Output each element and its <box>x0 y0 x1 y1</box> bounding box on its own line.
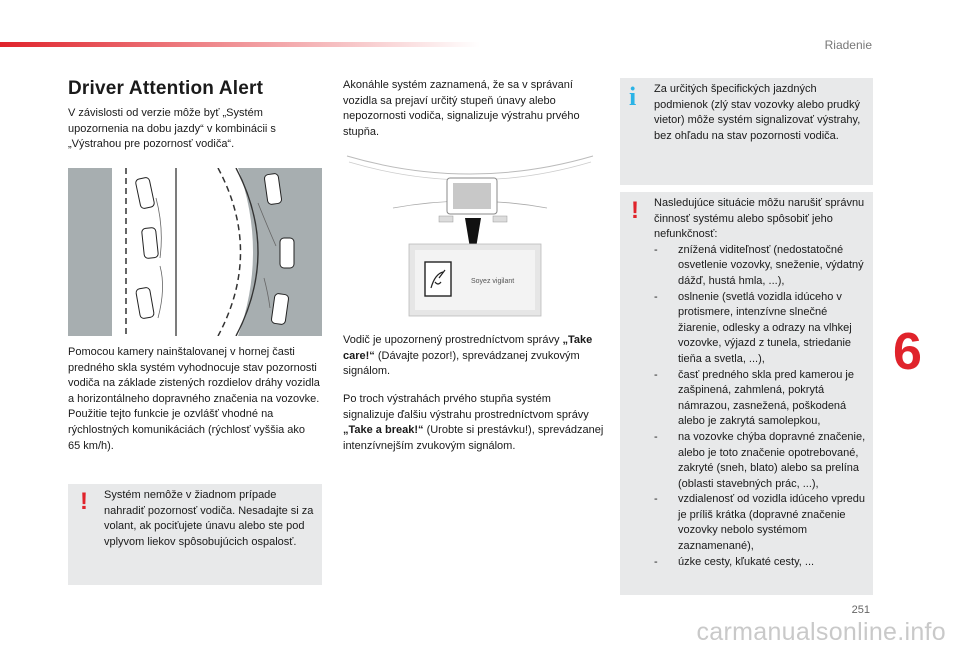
dashboard-alert-illustration <box>343 148 597 324</box>
list-item: - oslnenie (svetlá vozidla idúceho v protismere, intenzívne slnečné žiarenie, odlesky a odrazy na vlhkej vozovke, výjazd z tunela, striedanie tieňa a svetla, ...), <box>654 290 869 368</box>
take-break-prefix: Po troch výstrahách prvého stupňa systém signalizuje ďalšiu výstrahu prostredníctvom správy <box>343 393 589 421</box>
take-care-prefix: Vodič je upozornený prostredníctvom správy <box>343 334 563 346</box>
take-break-message: „Take a break!“ <box>343 424 424 437</box>
take-care-paragraph <box>343 333 605 380</box>
camera-paragraph <box>68 345 320 454</box>
usage-text: Použitie tejto funkcie je ozvlášť vhodné na rýchlostných komunikáciách (rýchlosť vyššia ako 65 km/h). <box>68 408 306 452</box>
list-item: - vzdialenosť od vozidla idúceho vpredu je príliš krátka (dopravné značenie vozovky nebolo systémom zaznamenané), <box>654 492 869 554</box>
list-item: - časť predného skla pred kamerou je zašpinená, zahmlená, pokrytá námrazou, zasnežená, poškodená alebo je zakrytá samolepkou, <box>654 368 869 430</box>
take-care-message: „Take care!“ <box>343 334 593 362</box>
warning-intro: Nasledujúce situácie môžu narušiť správnu činnosť systému alebo spôsobiť jeho nefunkčnosť: <box>654 197 865 241</box>
lane-drift-illustration <box>68 168 322 336</box>
warning-exclamation-icon: ! <box>80 488 88 515</box>
warning-box-right-content <box>654 196 869 570</box>
intro-paragraph: V závislosti od verzie môže byť „Systém upozornenia na dobu jazdy“ v kombinácii s „Výstrahou pre pozornosť vodiča“. <box>68 107 276 151</box>
camera-text: Pomocou kamery nainštalovanej v hornej časti predného skla systém vyhodnocuje stav pozornosti vodiča na základe zistených rozdielov dráhy vozidla a horizontálneho dopravného značenia na vozovke. <box>68 346 320 405</box>
dashboard-message: Soyez vigilant <box>471 278 515 285</box>
list-item: - znížená viditeľnosť (nedostatočné osvetlenie vozovky, sneženie, výdatný dážď, hustá hmla, ...), <box>654 243 869 290</box>
take-break-suffix: (Urobte si prestávku!), sprevádzanej intenzívnejším zvukovým signálom. <box>343 424 604 452</box>
list-item: - na vozovke chýba dopravné značenie, alebo je toto značenie opotrebované, zakryté (sneh, blato) alebo sa prelína (oblasti stavebných prác, ...), <box>654 430 869 492</box>
header-accent-bar <box>0 42 480 47</box>
take-care-suffix: (Dávajte pozor!), sprevádzanej zvukovým signálom. <box>343 349 580 378</box>
chapter-number: 6 <box>893 323 922 381</box>
section-name: Riadenie <box>824 38 872 52</box>
info-icon: i <box>629 82 637 111</box>
info-box-text: Za určitých špecifických jazdných podmienok (zlý stav vozovky alebo prudký vietor) môže systém signalizovať výstrahy, bez ohľadu na stav pozornosti vodiča. <box>654 83 861 142</box>
page-title: Driver Attention Alert <box>68 78 264 99</box>
warning-list <box>654 243 869 570</box>
first-level-paragraph: Akonáhle systém zaznamená, že sa v správaní vozidla sa prejaví určitý stupeň únavy alebo nepozornosti vodiča, signalizuje výstrahu prvého stupňa. <box>343 79 580 138</box>
watermark: carmanualsonline.info <box>696 618 946 646</box>
page-number: 251 <box>851 604 870 616</box>
list-item: - úzke cesty, kľukaté cesty, ... <box>654 555 869 571</box>
warning-exclamation-icon: ! <box>631 197 639 224</box>
warning-box-left-text: Systém nemôže v žiadnom prípade nahradiť pozornosť vodiča. Nesadajte si za volant, ak pociťujete únavu alebo ste pod vplyvom liekov spôsobujúcich ospalosť. <box>104 489 314 548</box>
take-break-paragraph <box>343 392 605 454</box>
